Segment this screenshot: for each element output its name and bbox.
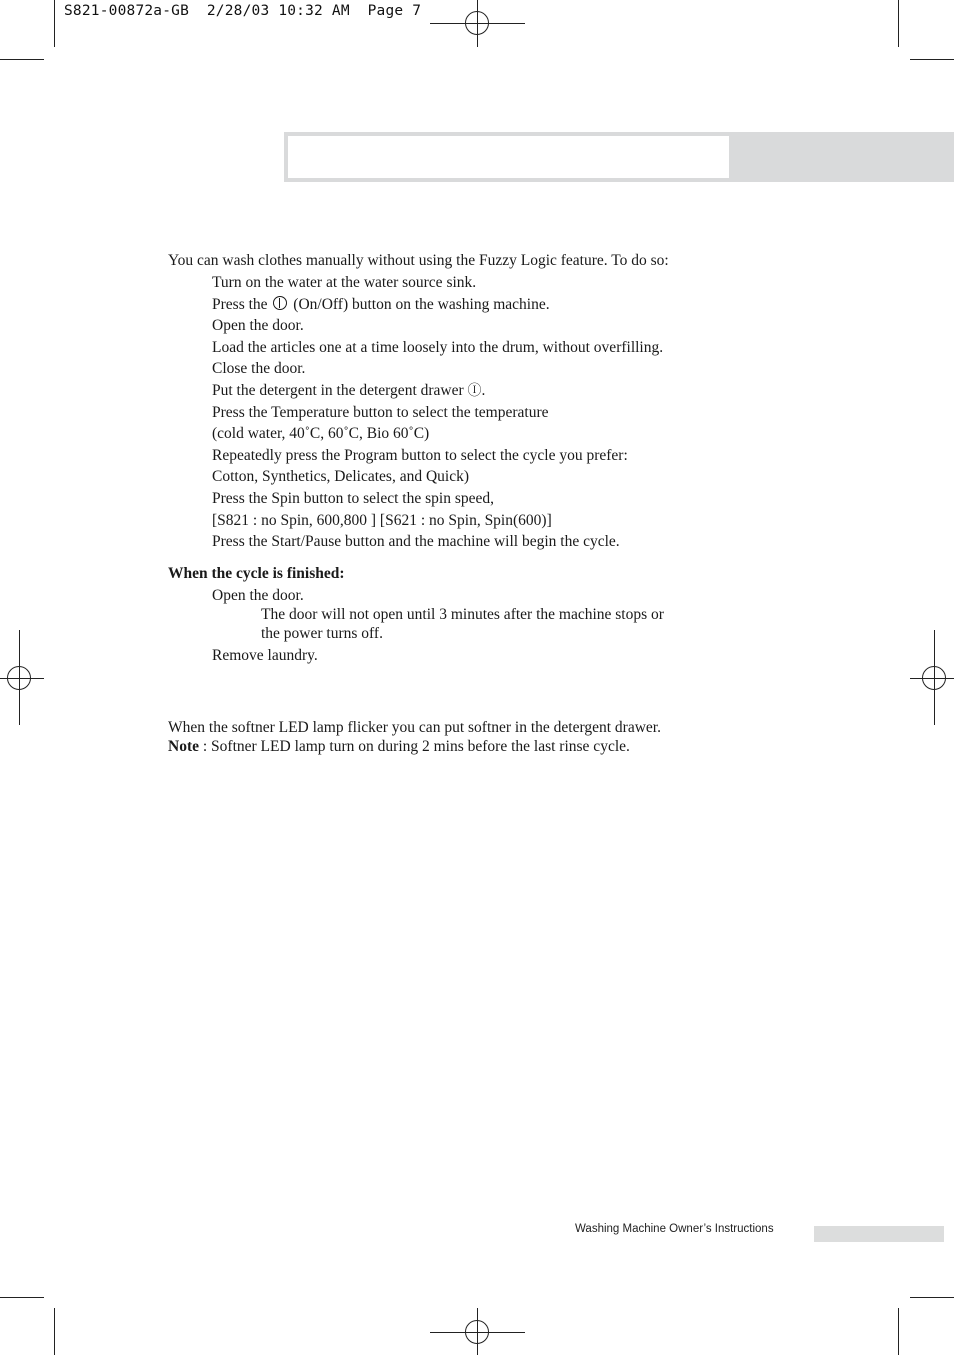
step-6-end: . <box>481 382 486 399</box>
finished-step-2: Remove laundry. <box>212 647 318 664</box>
power-icon <box>273 296 287 310</box>
step-6 <box>212 382 485 400</box>
step-2-suffix: (On/Off) button on the washing machine. <box>293 296 550 313</box>
detergent-compartment-icon: Ⓘ <box>467 383 482 399</box>
finished-note-line-2: the power turns off. <box>261 625 383 642</box>
step-1: Turn on the water at the water source sink. <box>212 274 477 291</box>
step-3: Open the door. <box>212 317 304 334</box>
finished-note-line-1: The door will not open until 3 minutes after the machine stops or <box>261 606 664 623</box>
step-2-prefix: Press the <box>212 296 268 313</box>
printer-slug: S821-00872a-GB 2/28/03 10:32 AM Page 7 <box>64 3 422 19</box>
step-6-text: Put the detergent in the detergent drawer <box>212 382 464 399</box>
finished-heading: When the cycle is finished: <box>168 565 345 582</box>
step-9-line-1: Press the Spin button to select the spin speed, <box>212 490 494 507</box>
footer-page-bar <box>814 1226 944 1242</box>
footer-title: Washing Machine Owner’s Instructions <box>575 1223 774 1235</box>
step-7-line-1: Press the Temperature button to select the temperature <box>212 404 549 421</box>
step-8-line-2: Cotton, Synthetics, Delicates, and Quick) <box>212 468 469 485</box>
header-title-box <box>288 136 729 178</box>
step-4: Load the articles one at a time loosely into the drum, without overfilling. <box>212 339 664 356</box>
step-5: Close the door. <box>212 360 306 377</box>
note-label: Note <box>168 738 199 755</box>
step-8-line-1: Repeatedly press the Program button to select the cycle you prefer: <box>212 447 628 464</box>
finished-step-1: Open the door. <box>212 587 304 604</box>
step-10: Press the Start/Pause button and the machine will begin the cycle. <box>212 533 620 550</box>
note-text: : Softner LED lamp turn on during 2 mins before the last rinse cycle. <box>199 738 630 755</box>
softener-note <box>168 738 630 756</box>
step-2 <box>212 296 550 314</box>
step-9-line-2: [S821 : no Spin, 600,800 ] [S621 : no Spin, Spin(600)] <box>212 512 552 529</box>
step-7-line-2: (cold water, 40˚C, 60˚C, Bio 60˚C) <box>212 425 430 442</box>
softener-text: When the softner LED lamp flicker you can put softner in the detergent drawer. <box>168 719 661 736</box>
intro-text: You can wash clothes manually without using the Fuzzy Logic feature. To do so: <box>168 252 669 269</box>
